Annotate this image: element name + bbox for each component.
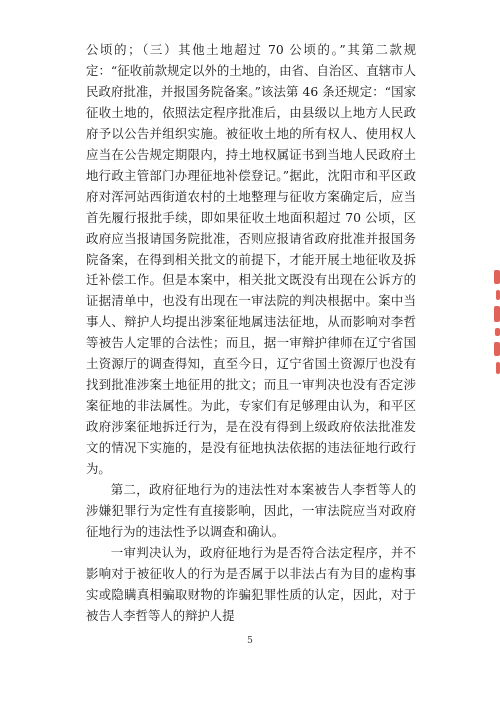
seal-edge-mark [490, 270, 500, 380]
paragraph-3: 一审判决认为，政府征地行为是否符合法定程序，并不影响对于被征收人的行为是否属于以非法占有为目的虚构事实或隐瞒真相骗取财物的诈骗犯罪性质的认定，因此，对于被告人李哲等人的辩护人提 [86, 544, 416, 623]
paragraph-1: 公顷的；（三）其他土地超过 70 公顷的。”其第二款规定：“征收前款规定以外的土地的，由省、自治区、直辖市人民政府批准，并报国务院备案。”该法第 46 条还规定：“国家征收土地的，依照法定程序批准后，由县级以上地方人民政府予以公告并组织实施。被征收土地的所有权人、使用权人应当在公告规定期限内，持土地权属证书到当地人民政府土地行政主管部门办理征地补偿登记。”据此，沈阳市和平区政府对浑河站西街道农村的土地整理与征收方案确定后，应当首先履行报批手续，即如果征收土地面积超过 70 公顷，区政府应当报请国务院批准，否则应报请省政府批准并报国务院备案，在得到相关批文的前提下，才能开展土地征收及拆迁补偿工作。但是本案中，相关批文既没有出现在公诉方的证据清单中，也没有出现在一审法院的判决根据中。案中当事人、辩护人均提出涉案征地属违法征地，从而影响对李哲等被告人定罪的合法性；而且，据一审辩护律师在辽宁省国土资源厅的调查得知，直至今日，辽宁省国土资源厅也没有找到批准涉案土地征用的批文；而且一审判决也没有否定涉案征地的非法属性。为此，专家们有足够理由认为，和平区政府涉案征地拆迁行为，是在没有得到上级政府依法批准发文的情况下实施的，是没有征地执法依据的违法征地行政行为。 [86, 42, 416, 477]
paragraph-2: 第二，政府征地行为的违法性对本案被告人李哲等人的涉嫌犯罪行为定性有直接影响，因此，一审法院应当对政府征地行为的违法性予以调查和确认。 [86, 482, 416, 539]
document-body [86, 40, 416, 627]
page-number: 5 [247, 636, 253, 646]
